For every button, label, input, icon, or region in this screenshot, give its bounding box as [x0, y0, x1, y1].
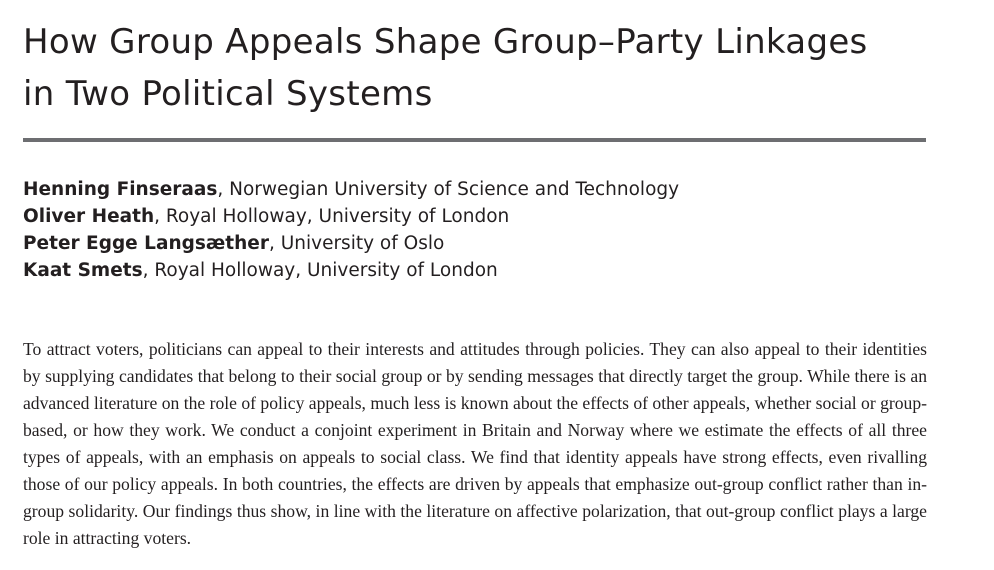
title-divider	[23, 138, 926, 142]
author-affiliation: , Royal Holloway, University of London	[142, 260, 498, 281]
author-name: Oliver Heath	[23, 206, 155, 227]
author-name: Peter Egge Langsæther	[23, 233, 269, 254]
author-entry	[23, 257, 927, 284]
article-title-line-1: How Group Appeals Shape Group–Party Linkages	[23, 22, 868, 62]
author-list	[23, 176, 927, 284]
author-entry	[23, 203, 927, 230]
author-affiliation: , University of Oslo	[268, 233, 445, 254]
author-affiliation: , Royal Holloway, University of London	[154, 206, 510, 227]
author-entry	[23, 230, 927, 257]
author-entry	[23, 176, 927, 203]
author-name: Henning Finseraas	[23, 179, 218, 200]
author-affiliation: , Norwegian University of Science and Technology	[217, 179, 680, 200]
article-title	[23, 0, 927, 120]
abstract-text: To attract voters, politicians can appeal to their interests and attitudes through policies. They can also appeal to their identities by supplying candidates that belong to their social group or by sending messages that directly target the group. While there is an advanced literature on the role of policy appeals, much less is known about the effects of other appeals, whether social or group-based, or how they work. We conduct a conjoint experiment in Britain and Norway where we estimate the effects of all three types of appeals, with an emphasis on appeals to social class. We find that identity appeals have strong effects, even rivalling those of our policy appeals. In both countries, the effects are driven by appeals that emphasize out-group conflict rather than in-group solidarity. Our findings thus show, in line with the literature on affective polarization, that out-group conflict plays a large role in attracting voters.	[23, 339, 927, 548]
article-first-page	[23, 0, 927, 570]
article-title-line-2: in Two Political Systems	[23, 74, 433, 114]
author-name: Kaat Smets	[23, 260, 143, 281]
